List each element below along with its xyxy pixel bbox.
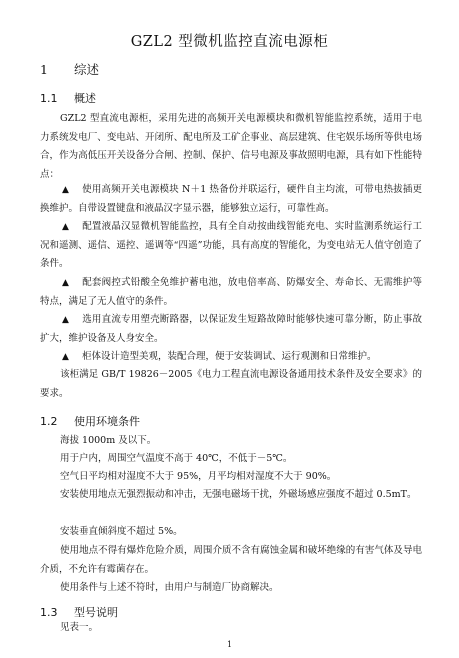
environment-text: 使用地点不得有爆炸危险介质，周围介质不含有腐蚀金属和破坏绝缘的有害气体及导电介质，不允许有霉菌存在。 xyxy=(40,545,422,575)
standard-text: 该柜满足 GB/T 19826－2005《电力工程直流电源设备通用技术条件及安全要求》的要求。 xyxy=(40,369,422,399)
section-1-1-heading xyxy=(40,90,96,106)
environment-line xyxy=(40,450,422,469)
feature-text: 选用直流专用塑壳断路器，以保证发生短路故障时能够快速可靠分断，防止事故扩大，维护设备及人身安全。 xyxy=(40,314,422,344)
section-1-1-title: 概述 xyxy=(74,92,96,105)
environment-line xyxy=(40,468,422,487)
environment-text: 安装使用地点无强烈振动和冲击，无强电磁场干扰，外磁场感应强度不超过 0.5mT。 xyxy=(60,489,417,500)
environment-line xyxy=(40,486,422,505)
section-1-2-number: 1.2 xyxy=(40,415,58,428)
environment-line xyxy=(40,579,422,598)
overview-text: GZL2 型直流电源柜，采用先进的高频开关电源模块和微机智能监控系统，适用于电力系统发电厂、变电站、开闭所、配电所及工矿企事业、高层建筑、住宅娱乐场所等供电场合，作为高低压开关设备分合闸、控制、保护、信号电源及事故照明电源，具有如下性能特点： xyxy=(40,113,422,180)
model-note xyxy=(40,619,422,638)
section-1-1-number: 1.1 xyxy=(40,92,58,105)
environment-line xyxy=(40,523,422,542)
bullet-triangle-icon: ▲ xyxy=(62,222,69,232)
section-1-2-heading xyxy=(40,413,140,429)
feature-item xyxy=(40,311,422,348)
environment-text: 用于户内，周围空气温度不高于 40℃，不低于－5℃。 xyxy=(60,453,293,464)
feature-text: 配套阀控式铅酸全免维护蓄电池，放电倍率高、防爆安全、寿命长、无需维护等特点，满足了无人值守的条件。 xyxy=(40,277,422,307)
environment-text: 海拔 1000m 及以下。 xyxy=(60,435,157,446)
model-note-text: 见表一。 xyxy=(60,622,99,633)
feature-text: 柜体设计造型美观，装配合理，便于安装调试、运行观测和日常维护。 xyxy=(82,351,377,362)
standard-paragraph xyxy=(40,366,422,403)
environment-text: 使用条件与上述不符时，由用户与制造厂协商解决。 xyxy=(60,582,279,593)
feature-item xyxy=(40,348,422,367)
document-title: GZL2 型微机监控直流电源柜 xyxy=(130,34,329,50)
feature-item xyxy=(40,274,422,311)
section-1-3-heading xyxy=(40,604,118,620)
feature-text: 使用高频开关电源模块 N＋1 热备份并联运行，硬件自主均流，可带电热拔插更换维护。自带设置键盘和液晶汉字显示器，能够独立运行，可靠性高。 xyxy=(40,184,422,214)
section-1-number: 1 xyxy=(40,62,48,77)
section-1-heading xyxy=(40,60,99,78)
feature-item xyxy=(40,218,422,274)
environment-line xyxy=(40,432,422,451)
environment-text: 空气日平均相对湿度不大于 95%，月平均相对湿度不大于 90%。 xyxy=(60,471,337,482)
bullet-triangle-icon: ▲ xyxy=(62,185,69,195)
bullet-triangle-icon: ▲ xyxy=(62,278,69,288)
feature-item xyxy=(40,181,422,218)
feature-text: 配置液晶汉显微机智能监控，具有全自动按曲线智能充电、实时监测系统运行工况和遥测、遥信、遥控、遥调等“四遥”功能，具有高度的智能化，为变电站无人值守创造了条件。 xyxy=(40,221,422,269)
section-1-2-title: 使用环境条件 xyxy=(74,415,140,428)
environment-line xyxy=(40,542,422,579)
section-1-title: 综述 xyxy=(74,62,100,77)
bullet-triangle-icon: ▲ xyxy=(62,352,69,362)
overview-paragraph xyxy=(40,110,422,184)
section-1-3-title: 型号说明 xyxy=(74,606,118,619)
section-1-3-number: 1.3 xyxy=(40,606,58,619)
bullet-triangle-icon: ▲ xyxy=(62,315,69,325)
environment-text: 安装垂直倾斜度不超过 5%。 xyxy=(60,526,183,537)
page-number: 1 xyxy=(226,640,233,649)
